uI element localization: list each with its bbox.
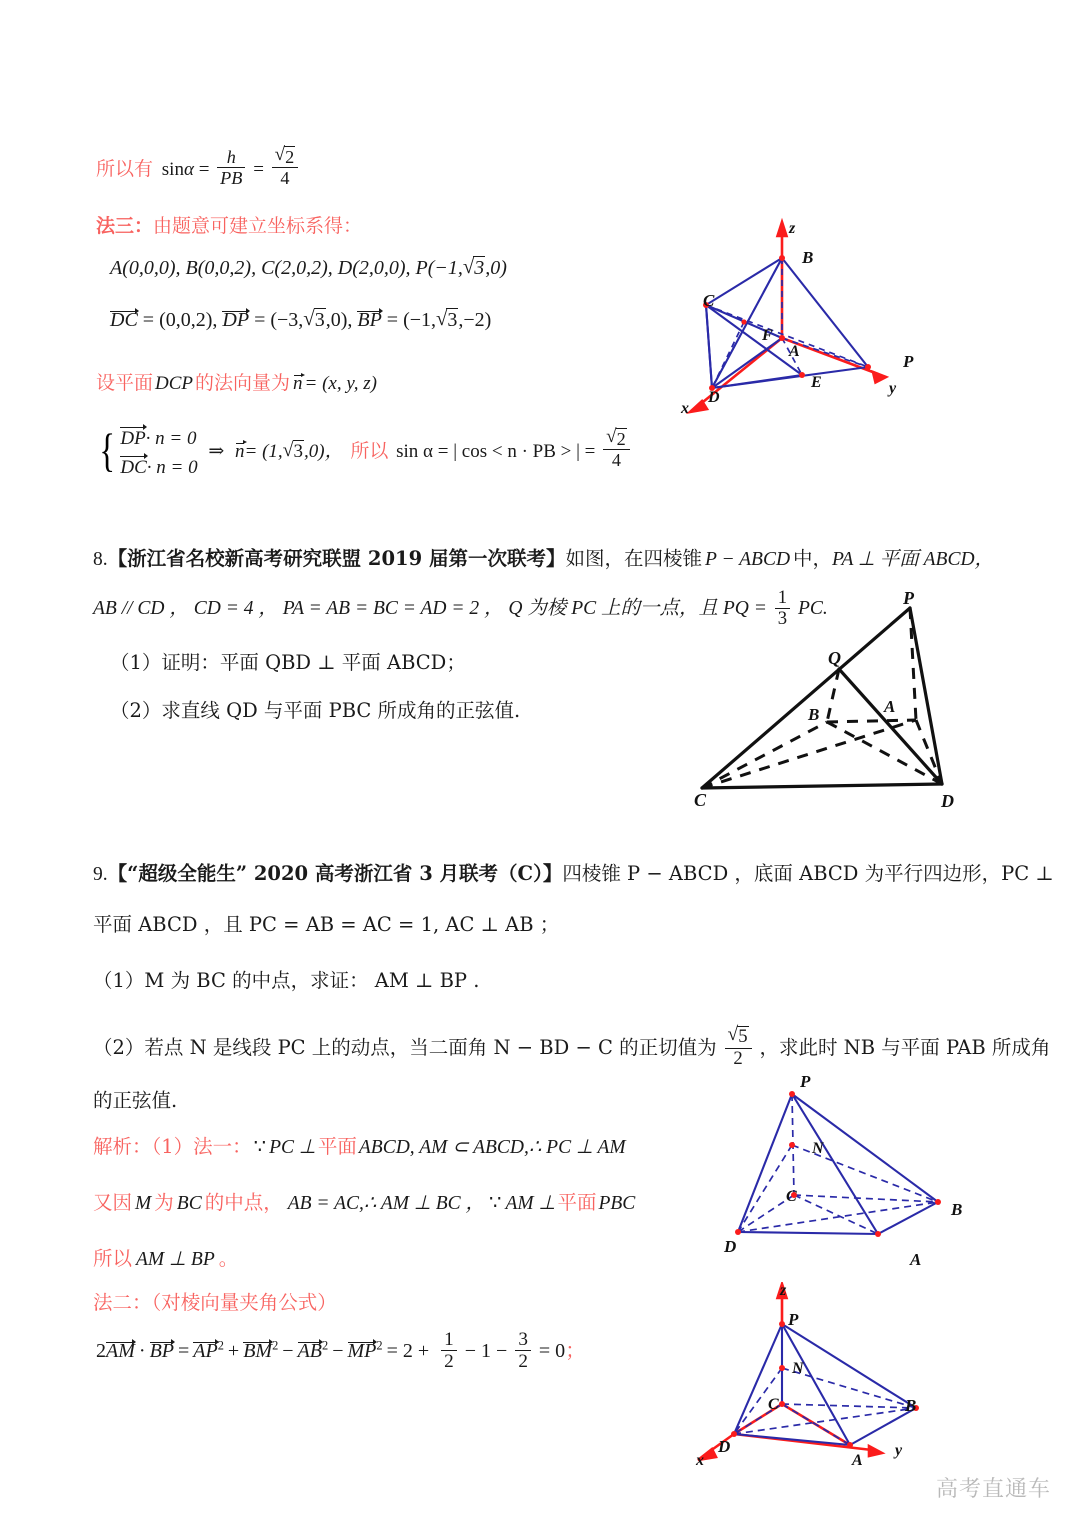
normal-system-line: { DP· n = 0 DC· n = 0 ⇒ n= (1, √ 3,0)， 所以 sin α = | cos < n · PB > | = √ $\frac{2}{4}$ [96, 424, 633, 481]
problem9-question-2: （2）若点 N 是线段 PC 上的动点，当二面角 N − BD − C 的正切值为 √ $\frac{5}{2}$ ，求此时 NB 与平面 PAB 所成角 [93, 1026, 1050, 1070]
normal-vector-n: n [293, 373, 303, 394]
normal-vector-line: 设平面 DCP 的法向量为 n = (x, y, z) [96, 372, 377, 394]
so-we-have-label: 所以有 [96, 157, 154, 180]
coord-P: P(−1, √ 3,0) [416, 257, 507, 279]
fig8-label-C: C [694, 790, 707, 810]
problem9-question-1: （1）M 为 BC 的中点，求证： AM ⊥ BP . [93, 969, 480, 992]
fig1-label-B: B [802, 248, 814, 267]
system-row-1: DP· n = 0 [120, 424, 197, 453]
final-sin-expression: sin α = | cos < n · PB > | = [396, 440, 596, 462]
fig9b-label-A: A [852, 1452, 863, 1469]
fig9b-label-B: B [905, 1396, 917, 1415]
equation-system [96, 424, 198, 481]
problem9-fraction-sqrt5-over-2: √ $\frac{5}{2}$ [725, 1026, 752, 1070]
vector-DC: DC [110, 309, 138, 331]
formula-fraction-half: $\frac{1}{2}$ [441, 1330, 457, 1372]
fig9b-label-x: x [696, 1452, 704, 1469]
coordinates-line: A(0,0,0), B(0,0,2), C(2,0,2), D(2,0,0), P(−1, √ 3,0) [110, 256, 507, 280]
vectors-line: DC = (0,0,2), DP = (−3, √ 3,0), BP = (−1, √ 3,−2) [110, 308, 491, 332]
figure-pyramid-problem9-a [710, 1072, 970, 1272]
problem9-question-2-cont: 的正弦值. [93, 1089, 178, 1112]
left-brace: { [99, 426, 115, 478]
fig1-label-P: P [903, 352, 914, 371]
fig1-label-E: E [811, 374, 822, 391]
problem8-question-2: （2）求直线 QD 与平面 PBC 所成角的正弦值. [110, 699, 521, 722]
fraction-h-over-PB: $\frac{h}{PB}$ [217, 148, 245, 188]
problem8-stem-line2: AB // CD ， CD = 4 ， PA = AB = BC = AD = 2 ， Q 为棱 PC 上的一点，且 PQ = $\frac{1}{3}$ PC. [93, 587, 828, 629]
problem8-number: 8. [93, 549, 108, 570]
fig8-label-D: D [941, 791, 954, 811]
vector-DP: DP [222, 309, 250, 331]
problem9-method-two-heading: 法二：（对棱向量夹角公式） [93, 1291, 337, 1314]
problem9-vector-formula: 2 AM · BP = $AP^2$ + $BM^2$ − $AB^2$ − $MP^2 = 2$ + $\frac{1}{2}$ − 1 − $\frac{3}{2}$ = 0； [96, 1329, 586, 1373]
fig1-label-C: C [703, 291, 715, 310]
equals-2: = [253, 158, 264, 180]
fig9a-label-N: N [812, 1140, 824, 1157]
problem9-solution-line1: 解析：（1）法一： ∵ PC ⊥ 平面 ABCD, AM ⊂ ABCD,∴ PC ⊥ AM [93, 1135, 626, 1158]
implies-arrow: ⇒ [208, 440, 225, 462]
solution-line-sin-alpha [96, 146, 301, 188]
fig9b-label-z: z [780, 1282, 787, 1299]
equals-1: = [198, 158, 210, 180]
figure-pyramid-problem8 [670, 592, 980, 812]
fig9b-label-D: D [718, 1437, 731, 1456]
fig1-label-y: y [889, 380, 897, 397]
fig9b-label-C: C [768, 1396, 779, 1413]
sin-token: sin [161, 158, 184, 180]
problem8-source: 【浙江省名校新高考研究联盟 2019 届第一次联考】 [107, 547, 566, 570]
method-three-heading: 法三：由题意可建立坐标系得： [96, 215, 363, 237]
alpha-token: α [183, 158, 194, 180]
fig1-label-D: D [708, 389, 720, 406]
problem9-number: 9. [93, 864, 108, 885]
vector-BP: BP [357, 309, 382, 331]
coord-D: D(2,0,0) [337, 257, 406, 279]
fig8-label-A: A [884, 697, 896, 716]
fig8-label-B: B [808, 705, 820, 724]
fig9a-label-A: A [910, 1250, 922, 1269]
problem8-fraction-one-third: $\frac{1}{3}$ [775, 588, 790, 629]
fig1-label-A: A [789, 343, 800, 360]
figure-pyramid-problem9-b [690, 1282, 960, 1482]
problem9-source: 【“超级全能生” 2020 高考浙江省 3 月联考（C）】 [107, 862, 563, 885]
problem8-stem-line1: 8.【浙江省名校新高考研究联盟 2019 届第一次联考】如图，在四棱锥 P − ABCD 中，PA ⊥ 平面 ABCD， [93, 547, 995, 570]
coord-B: B(0,0,2) [185, 257, 252, 279]
problem9-solution-line2: 又因 M 为 BC 的中点， AB = AC,∴ AM ⊥ BC ， ∵ AM ⊥ 平面 PBC [93, 1191, 636, 1214]
fig9a-label-D: D [724, 1237, 737, 1256]
watermark: 高考直通车 [936, 1477, 1052, 1502]
problem8-question-1: （1）证明：平面 QBD ⊥ 平面 ABCD； [110, 651, 466, 674]
fig1-label-z: z [789, 220, 796, 237]
coord-A: A(0,0,0) [110, 257, 176, 279]
system-row-2: DC· n = 0 [120, 453, 197, 482]
fig9a-label-P: P [800, 1072, 811, 1091]
formula-fraction-three-halves: $\frac{3}{2}$ [515, 1330, 531, 1372]
fig9a-label-C: C [786, 1188, 797, 1205]
fig1-label-F: F [762, 327, 773, 344]
fig9b-label-P: P [788, 1310, 799, 1329]
problem9-stem-line2: 平面 ABCD ，且 PC = AB = AC = 1, AC ⊥ AB ； [93, 913, 560, 936]
final-fraction: √ $\frac{2}{4}$ [603, 428, 630, 470]
fig1-label-x: x [681, 400, 689, 417]
problem9-stem-line1: 9.【“超级全能生” 2020 高考浙江省 3 月联考（C）】四棱锥 P − ABCD ，底面 ABCD 为平行四边形，PC ⊥ [93, 862, 1054, 885]
problem9-solution-line3: 所以 AM ⊥ BP 。 [93, 1247, 239, 1270]
coord-C: C(2,0,2) [261, 257, 328, 279]
so-label: 所以 [350, 439, 389, 462]
fig8-label-Q: Q [828, 648, 841, 668]
fig9a-label-B: B [951, 1200, 963, 1219]
fig8-label-P: P [903, 588, 914, 608]
fig9b-label-N: N [792, 1360, 804, 1377]
fraction-sqrt2-over-4: √ $\frac{2}{4}$ [272, 146, 299, 188]
fig9b-label-y: y [895, 1442, 903, 1459]
